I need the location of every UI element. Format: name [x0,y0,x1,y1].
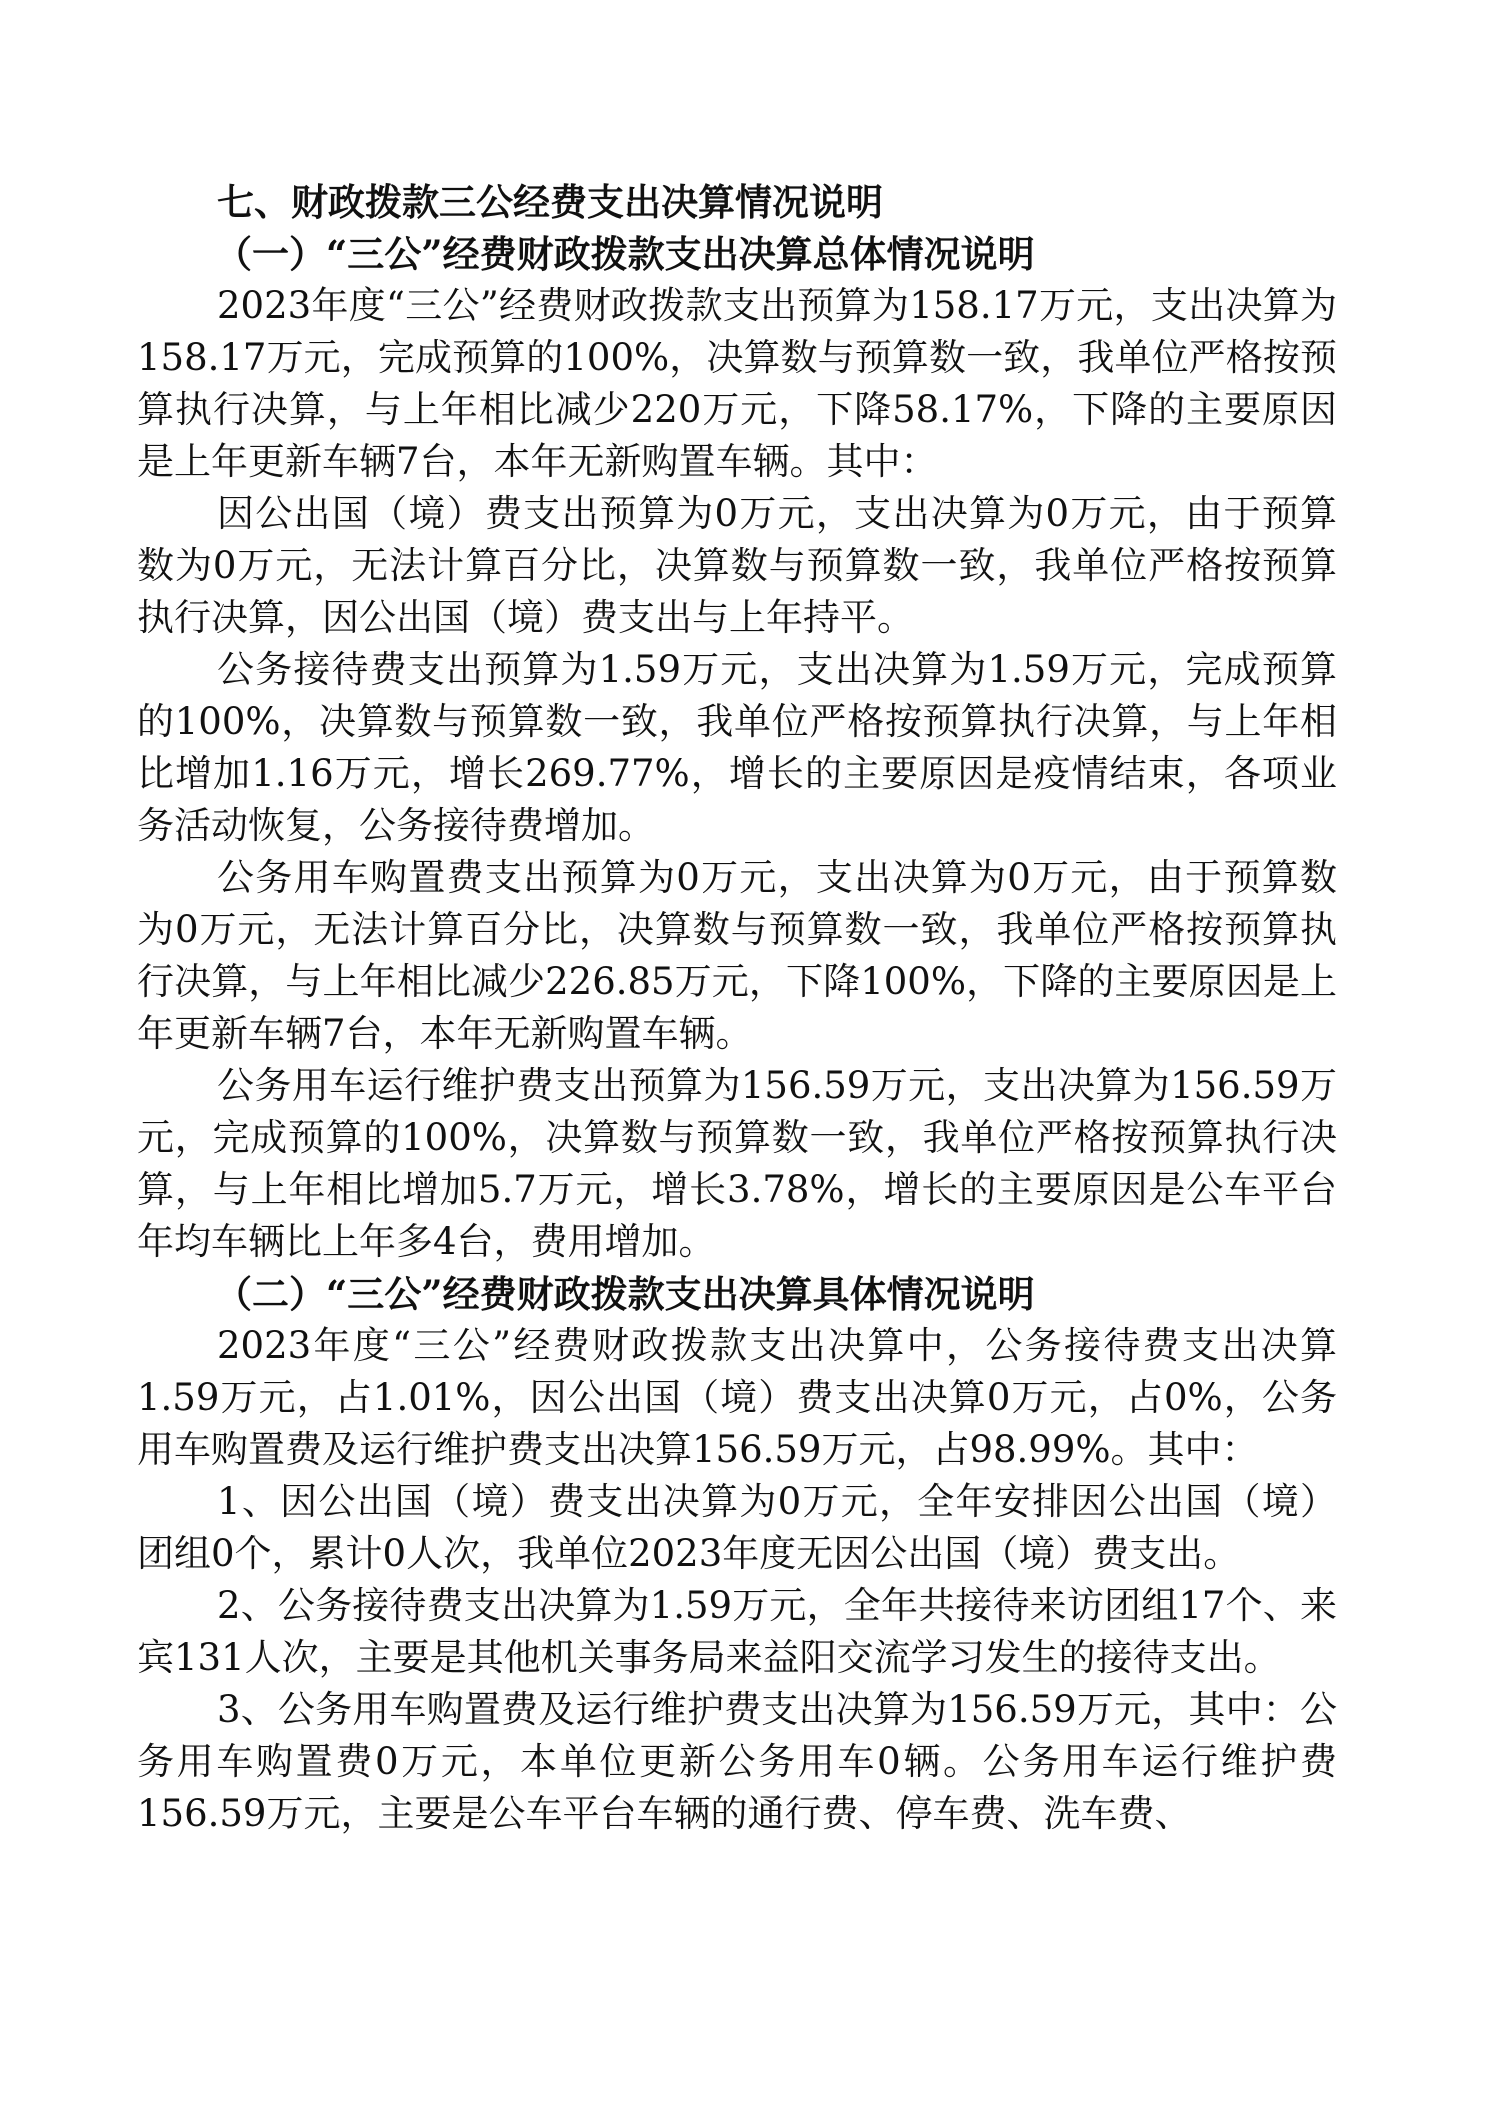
paragraph-detail-reception: 2、公务接待费支出决算为1.59万元，全年共接待来访团组17个、来宾131人次，主要是其他机关事务局来益阳交流学习发生的接待支出。 [137,1584,1337,1679]
paragraph-overseas-travel: 因公出国（境）费支出预算为0万元，支出决算为0万元，由于预算数为0万元，无法计算百分比，决算数与预算数一致，我单位严格按预算执行决算，因公出国（境）费支出与上年持平。 [137,492,1337,639]
paragraph-vehicle-purchase: 公务用车购置费支出预算为0万元，支出决算为0万元，由于预算数为0万元，无法计算百分比，决算数与预算数一致，我单位严格按预算执行决算，与上年相比减少226.85万元，下降100%，下降的主要原因是上年更新车辆7台，本年无新购置车辆。 [137,856,1337,1055]
paragraph-vehicle-maintenance: 公务用车运行维护费支出预算为156.59万元，支出决算为156.59万元，完成预算的100%，决算数与预算数一致，我单位严格按预算执行决算，与上年相比增加5.7万元，增长3.78%，增长的主要原因是公车平台年均车辆比上年多4台，费用增加。 [137,1064,1337,1263]
paragraph-detail-vehicles: 3、公务用车购置费及运行维护费支出决算为156.59万元，其中：公务用车购置费0万元，本单位更新公务用车0辆。公务用车运行维护费156.59万元，主要是公车平台车辆的通行费、停车费、洗车费、 [137,1688,1337,1835]
section-heading: 七、财政拨款三公经费支出决算情况说明 [217,180,883,224]
document-body [137,176,1337,1840]
paragraph-official-reception: 公务接待费支出预算为1.59万元，支出决算为1.59万元，完成预算的100%，决算数与预算数一致，我单位严格按预算执行决算，与上年相比增加1.16万元，增长269.77%，增长的主要原因是疫情结束，各项业务活动恢复，公务接待费增加。 [137,648,1337,847]
subsection-heading-overall: （一）“三公”经费财政拨款支出决算总体情况说明 [215,232,1035,276]
subsection-heading-detail: （二）“三公”经费财政拨款支出决算具体情况说明 [215,1272,1035,1316]
paragraph-detail-overseas: 1、因公出国（境）费支出决算为0万元，全年安排因公出国（境）团组0个，累计0人次，我单位2023年度无因公出国（境）费支出。 [137,1480,1337,1575]
paragraph-detail-summary: 2023年度“三公”经费财政拨款支出决算中，公务接待费支出决算1.59万元，占1.01%，因公出国（境）费支出决算0万元，占0%，公务用车购置费及运行维护费支出决算156.59万元，占98.99%。其中： [137,1324,1337,1471]
paragraph-overall-summary: 2023年度“三公”经费财政拨款支出预算为158.17万元，支出决算为158.17万元，完成预算的100%，决算数与预算数一致，我单位严格按预算执行决算，与上年相比减少220万元，下降58.17%，下降的主要原因是上年更新车辆7台，本年无新购置车辆。其中： [137,284,1337,483]
